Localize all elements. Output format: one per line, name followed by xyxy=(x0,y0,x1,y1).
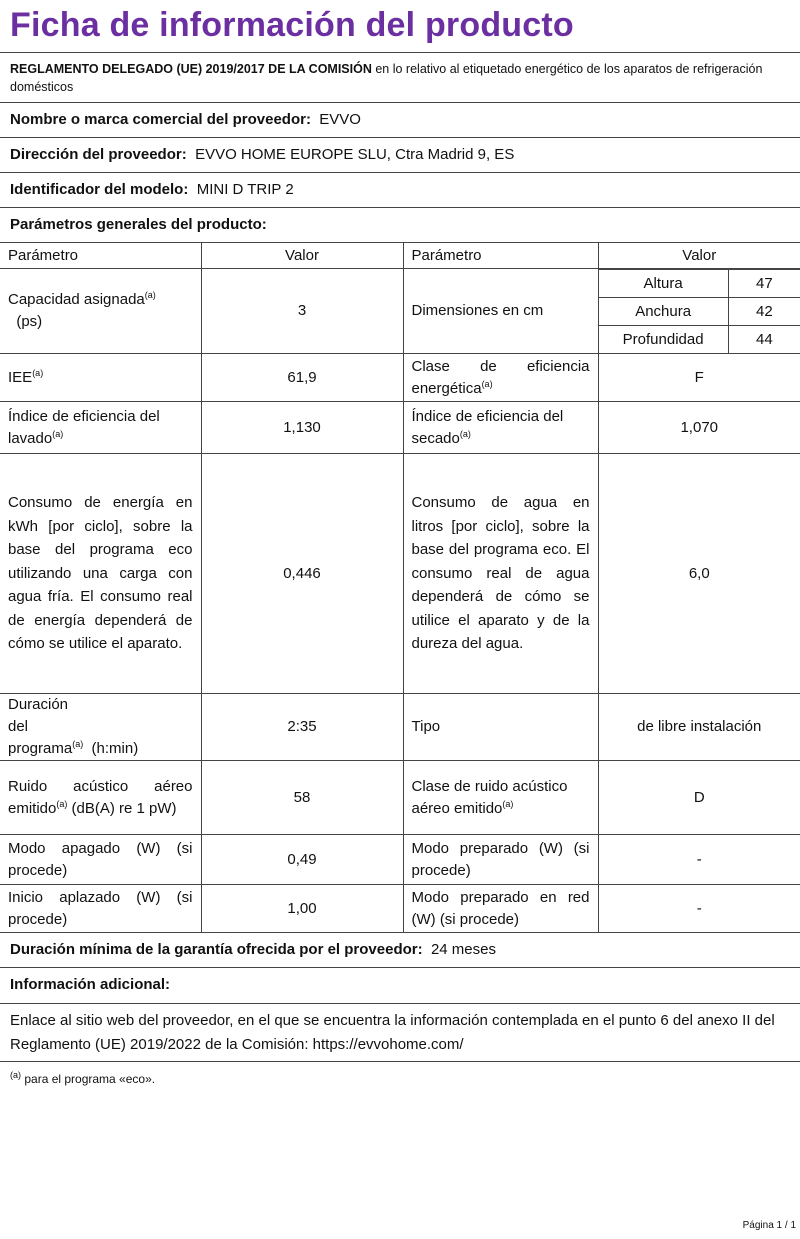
table-row xyxy=(0,835,800,885)
duration-value: 2:35 xyxy=(201,694,403,761)
energy-consumption-label: Consumo de energía en kWh [por ciclo], sobre la base del programa eco utilizando una carga con agua fría. El consumo real de energía dependerá de cómo se utilice el aparato. xyxy=(0,454,201,694)
dimension-name: Profundidad xyxy=(599,326,729,354)
footnote-mark: (a) xyxy=(72,739,84,749)
duration-label xyxy=(0,694,201,761)
standby-value: - xyxy=(598,835,800,885)
regulation-text xyxy=(0,52,800,102)
energy-class-value: F xyxy=(598,354,800,402)
dry-index-label-text: Índice de eficiencia del secado xyxy=(411,407,564,447)
dimensions-values xyxy=(598,269,800,354)
footnote-text: para el programa «eco». xyxy=(24,1072,156,1086)
supplier-link-text: Enlace al sitio web del proveedor, en el que se encuentra la información contemplada en el punto 6 del anexo II del Reglamento (UE) 2019/2022 de la Comisión: https://evvohome.com/ xyxy=(0,1003,800,1062)
footnote xyxy=(10,1072,155,1086)
additional-info-label: Información adicional: xyxy=(10,976,171,993)
table-row xyxy=(0,885,800,933)
dimension-name: Altura xyxy=(599,270,729,298)
header-param: Parámetro xyxy=(0,243,201,269)
table-row xyxy=(0,761,800,835)
water-consumption-label: Consumo de agua en litros [por ciclo], sobre la base del programa eco. El consumo real de agua dependerá de cómo se utilice el aparato y de la dureza del agua. xyxy=(403,454,598,694)
footnote-mark: (a) xyxy=(481,378,493,389)
off-mode-value: 0,49 xyxy=(201,835,403,885)
dimension-value: 42 xyxy=(728,298,800,326)
noise-class-label-b: aéreo emitido xyxy=(411,799,503,817)
supplier-value: EVVO xyxy=(319,111,361,128)
regulation-bold: REGLAMENTO DELEGADO (UE) 2019/2017 DE LA COMISIÓN xyxy=(10,62,372,76)
table-row xyxy=(0,402,800,454)
duration-label-b: programa xyxy=(8,740,73,757)
noise-class-label xyxy=(403,761,598,835)
wash-index-value: 1,130 xyxy=(201,402,403,454)
warranty-value: 24 meses xyxy=(430,941,496,958)
duration-label-a: Duración del xyxy=(8,696,69,735)
noise-label xyxy=(0,761,201,835)
dry-index-value: 1,070 xyxy=(598,402,800,454)
page-number: Página 1 / 1 xyxy=(742,1220,796,1231)
wash-index-label xyxy=(0,402,201,454)
table-row xyxy=(0,354,800,402)
dimension-row xyxy=(599,298,800,326)
wash-index-label-text: Índice de eficiencia del lavado xyxy=(8,407,160,447)
noise-class-value: D xyxy=(598,761,800,835)
general-params-label: Parámetros generales del producto: xyxy=(10,216,267,233)
type-label: Tipo xyxy=(403,694,598,761)
capacity-value: 3 xyxy=(201,269,403,354)
iee-label-text: IEE xyxy=(8,368,33,386)
table-row xyxy=(0,269,800,354)
general-params-row xyxy=(0,207,800,242)
dimension-row xyxy=(599,326,800,354)
footnote-mark: (a) xyxy=(502,798,514,809)
duration-unit: (h:min) xyxy=(91,740,139,757)
iee-label xyxy=(0,354,201,402)
address-row xyxy=(0,137,800,172)
dimension-row xyxy=(599,270,800,298)
capacity-label xyxy=(0,269,201,354)
sheet-frame xyxy=(0,52,800,1062)
dimensions-label: Dimensiones en cm xyxy=(403,269,598,354)
table-row xyxy=(0,454,800,694)
model-label: Identificador del modelo: xyxy=(10,181,189,198)
warranty-label: Duración mínima de la garantía ofrecida por el proveedor: xyxy=(10,941,423,958)
dimensions-subtable xyxy=(599,269,800,353)
network-standby-label: Modo preparado en red (W) (si procede) xyxy=(403,885,598,933)
table-header-row xyxy=(0,243,800,269)
delay-start-value: 1,00 xyxy=(201,885,403,933)
energy-class-label xyxy=(403,354,598,402)
regulation-rest: en lo relativo al etiquetado energético de los aparatos de refrigeración domésticos xyxy=(10,62,763,94)
off-mode-label: Modo apagado (W) (si procede) xyxy=(0,835,201,885)
footnote-mark: (a) xyxy=(144,290,156,300)
supplier-row xyxy=(0,102,800,137)
parameters-table xyxy=(0,242,800,933)
delay-start-label: Inicio aplazado (W) (si procede) xyxy=(0,885,201,933)
footnote-mark: (a) xyxy=(459,428,471,439)
warranty-row xyxy=(0,933,800,967)
address-value: EVVO HOME EUROPE SLU, Ctra Madrid 9, ES xyxy=(195,146,515,163)
address-label: Dirección del proveedor: xyxy=(10,146,187,163)
noise-class-label-a: Clase de ruido acústico xyxy=(411,777,568,795)
additional-info-row xyxy=(0,967,800,1003)
page-title: Ficha de información del producto xyxy=(10,6,574,44)
water-consumption-value: 6,0 xyxy=(598,454,800,694)
capacity-unit: (ps) xyxy=(16,313,43,330)
type-value: de libre instalación xyxy=(598,694,800,761)
energy-consumption-value: 0,446 xyxy=(201,454,403,694)
noise-value: 58 xyxy=(201,761,403,835)
footnote-mark: (a) xyxy=(56,798,68,809)
header-value-2: Valor xyxy=(598,243,800,269)
energy-class-label-text: Clase de eficiencia energética xyxy=(411,357,590,397)
iee-value: 61,9 xyxy=(201,354,403,402)
standby-label: Modo preparado (W) (si procede) xyxy=(403,835,598,885)
duration-label-line xyxy=(8,694,193,738)
footnote-mark: (a) xyxy=(52,428,64,439)
dimension-value: 44 xyxy=(728,326,800,354)
dry-index-label xyxy=(403,402,598,454)
header-value: Valor xyxy=(201,243,403,269)
header-param-2: Parámetro xyxy=(403,243,598,269)
table-row xyxy=(0,694,800,761)
network-standby-value: - xyxy=(598,885,800,933)
supplier-label: Nombre o marca comercial del proveedor: xyxy=(10,111,311,128)
capacity-label-text: Capacidad asignada xyxy=(8,291,145,308)
dimension-name: Anchura xyxy=(599,298,729,326)
noise-label-a: Ruido acústico aéreo xyxy=(8,777,193,795)
footnote-mark: (a) xyxy=(10,1070,21,1080)
model-value: MINI D TRIP 2 xyxy=(196,181,294,198)
dimension-value: 47 xyxy=(728,270,800,298)
model-row xyxy=(0,172,800,207)
footnote-mark: (a) xyxy=(32,367,44,378)
noise-label-b: emitido xyxy=(8,799,57,817)
noise-unit: (dB(A) re 1 pW) xyxy=(71,799,177,817)
